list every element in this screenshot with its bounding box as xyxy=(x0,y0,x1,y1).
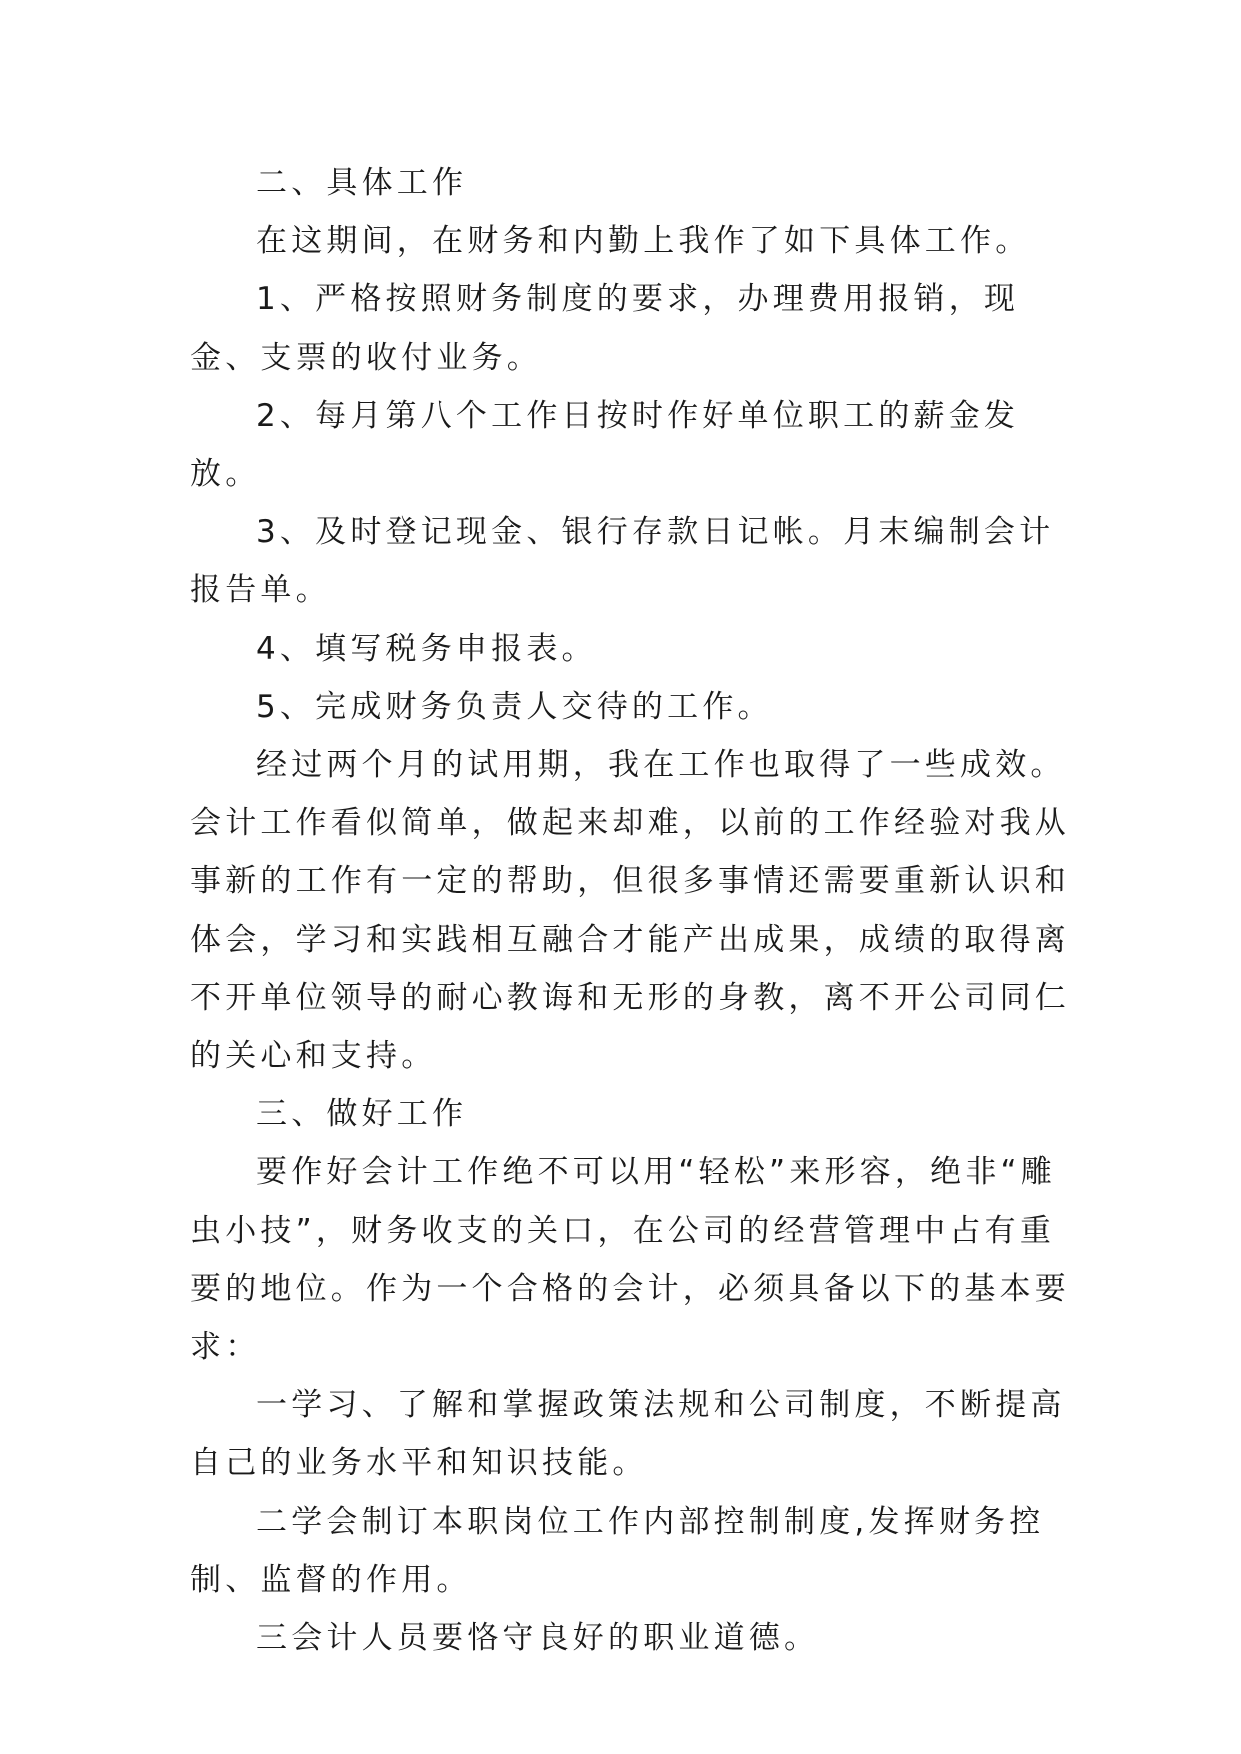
list-item: 三会计人员要恪守良好的职业道德。 xyxy=(256,1620,820,1657)
paragraph: 要作好会计工作绝不可以用“轻松”来形容，绝非“雕虫小技”，财务收支的关口，在公司的经营管理中占有重要的地位。作为一个合格的会计，必须具备以下的基本要求： xyxy=(190,1154,1070,1366)
list-item: 3、及时登记现金、银行存款日记帐。月末编制会计报告单。 xyxy=(190,514,1055,609)
section-heading-do-work-well: 三、做好工作 xyxy=(256,1096,468,1133)
paragraph: 在这期间，在财务和内勤上我作了如下具体工作。 xyxy=(256,223,1031,260)
paragraph: 经过两个月的试用期，我在工作也取得了一些成效。会计工作看似简单，做起来却难，以前的工作经验对我从事新的工作有一定的帮助，但很多事情还需要重新认识和体会，学习和实践相互融合才能产出成果，成绩的取得离不开单位领导的耐心教诲和无形的身教，离不开公司同仁的关心和支持。 xyxy=(190,747,1070,1075)
list-item: 一学习、了解和掌握政策法规和公司制度，不断提高自己的业务水平和知识技能。 xyxy=(190,1387,1066,1482)
list-item: 二学会制订本职岗位工作内部控制制度,发挥财务控制、监督的作用。 xyxy=(190,1503,1045,1598)
list-item: 4、填写税务申报表。 xyxy=(256,630,597,667)
document-body xyxy=(190,154,1070,1667)
list-item: 1、严格按照财务制度的要求，办理费用报销，现金、支票的收付业务。 xyxy=(190,281,1020,376)
list-item: 2、每月第八个工作日按时作好单位职工的薪金发放。 xyxy=(190,397,1020,493)
section-heading-specific-work: 二、具体工作 xyxy=(256,165,468,201)
list-item: 5、完成财务负责人交待的工作。 xyxy=(256,688,773,725)
